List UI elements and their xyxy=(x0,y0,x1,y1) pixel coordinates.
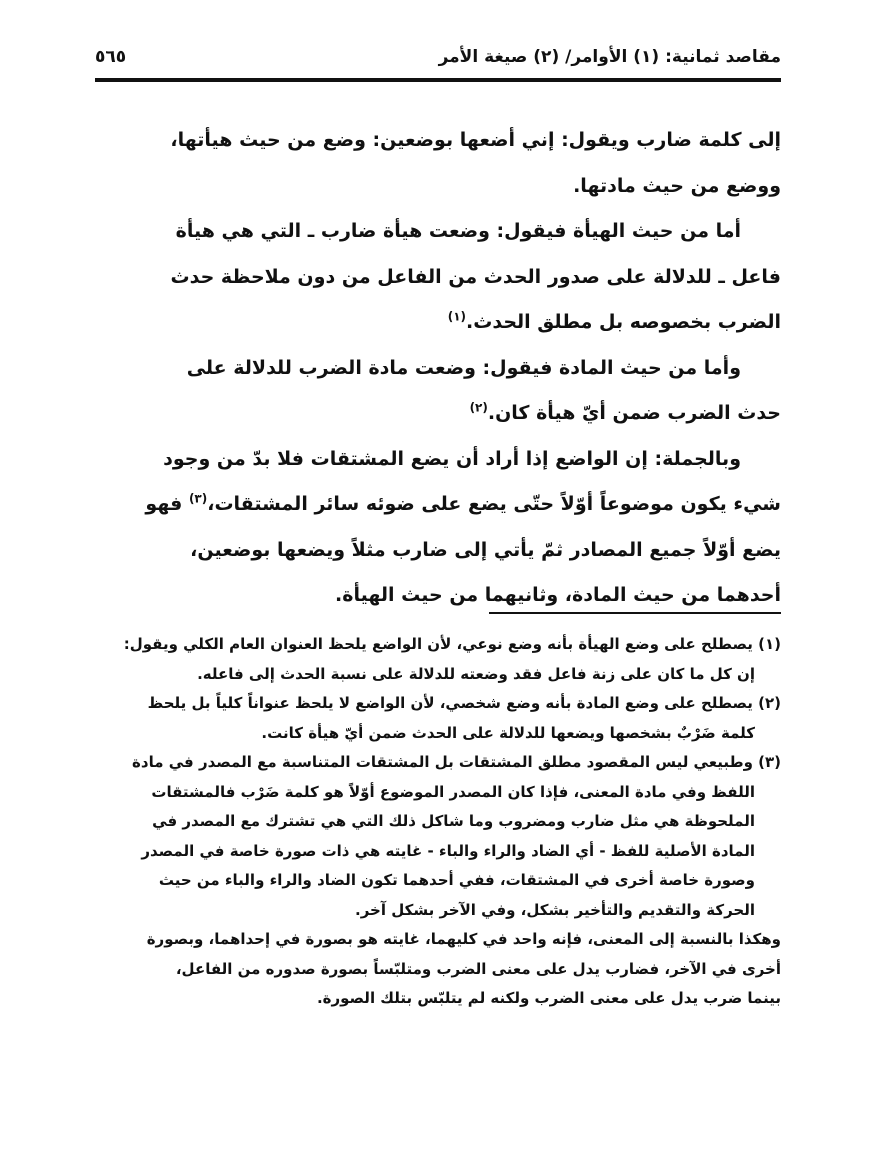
text-line: إلى كلمة ضارب ويقول: إني أضعها بوضعين: وضع من حيث هيأتها، xyxy=(170,129,781,151)
text-span: شيء يكون موضوعاً أوّلاً حتّى يضع على ضوئه سائر المشتقات، xyxy=(207,493,781,515)
footnote-line: (٣) وطبيعي ليس المقصود مطلق المشتقات بل المشتقات المتناسبة مع المصدر في مادة xyxy=(132,753,781,771)
text-line: يضع أوّلاً جميع المصادر ثمّ يأتي إلى ضارب مثلاً ويضعها بوضعين، xyxy=(190,538,781,561)
main-text xyxy=(95,118,781,619)
footnotes xyxy=(95,630,781,1014)
text-span: الضرب بخصوصه بل مطلق الحدث. xyxy=(466,311,781,333)
text-line: فاعل ـ للدلالة على صدور الحدث من الفاعل من دون ملاحظة حدث xyxy=(170,265,781,288)
footnote-rule xyxy=(489,612,781,614)
footnote-line: (١) يصطلح على وضع الهيأة بأنه وضع نوعي، لأن الواضع يلحظ العنوان العام الكلي ويقول: xyxy=(123,635,781,653)
footnote-line: بينما ضرب يدل على معنى الضرب ولكنه لم يتلبّس بتلك الصورة. xyxy=(316,989,781,1007)
footnote-line: المادة الأصلية للفظ - أي الضاد والراء والباء - غايته هي ذات صورة خاصة في المصدر xyxy=(141,841,755,860)
footnote-line: الملحوظة هي مثل ضارب ومضروب وما شاكل ذلك التي هي تشترك مع المصدر في xyxy=(152,812,755,830)
text-line: أما من حيث الهيأة فيقول: وضعت هيأة ضارب ـ التي هي هيأة xyxy=(175,220,741,242)
text-line: أحدهما من حيث المادة، وثانيهما من حيث الهيأة. xyxy=(335,584,781,606)
page-number: ٥٦٥ xyxy=(95,47,127,67)
footnote-line: وصورة خاصة أخرى في المشتقات، ففي أحدهما تكون الضاد والراء والباء من حيث xyxy=(158,871,755,889)
text-line: وأما من حيث المادة فيقول: وضعت مادة الضرب للدلالة على xyxy=(186,356,741,379)
running-head xyxy=(95,42,781,72)
text-line xyxy=(95,391,781,437)
footnote-line: الحركة والتقديم والتأخير بشكل، وفي الآخر بشكل آخر. xyxy=(355,900,755,919)
text-line: ووضع من حيث مادتها. xyxy=(573,174,781,197)
footnote-ref-1: (١) xyxy=(447,309,467,324)
running-title: مقاصد ثمانية: (١) الأوامر/ (٢) صيغة الأمر xyxy=(438,47,781,67)
text-line: وبالجملة: إن الواضع إذا أراد أن يضع المشتقات فلا بدّ من وجود xyxy=(163,447,741,470)
footnote-line: (٢) يصطلح على وضع المادة بأنه وضع شخصي، لأن الواضع لا يلحظ عنواناً كلياً بل يلحظ xyxy=(147,694,781,712)
text-span: فهو xyxy=(145,493,183,515)
text-line xyxy=(95,482,781,528)
header-rule xyxy=(95,78,781,82)
text-line xyxy=(95,300,781,346)
footnote-line: وهكذا بالنسبة إلى المعنى، فإنه واحد في كليهما، غايته هو بصورة في إحداهما، وبصورة xyxy=(146,930,781,948)
footnote-ref-2: (٢) xyxy=(469,400,488,415)
footnote-ref-3: (٣) xyxy=(188,491,208,506)
footnote-line: اللفظ وفي مادة المعنى، فإذا كان المصدر الموضوع أوّلاً هو كلمة ضَرْب فالمشتقات xyxy=(151,782,755,801)
footnote-line: إن كل ما كان على زنة فاعل فقد وضعته للدلالة على نسبة الحدث إلى فاعله. xyxy=(197,664,755,683)
text-span: حدث الضرب ضمن أيّ هيأة كان. xyxy=(487,402,781,424)
footnote-line: أخرى في الآخر، فضارب يدل على معنى الضرب ومتلبّساً بصورة صدوره من الفاعل، xyxy=(175,959,781,978)
footnote-line: كلمة ضَرْبٌ بشخصها ويضعها للدلالة على الحدث ضمن أيّ هيأة كانت. xyxy=(261,723,755,742)
